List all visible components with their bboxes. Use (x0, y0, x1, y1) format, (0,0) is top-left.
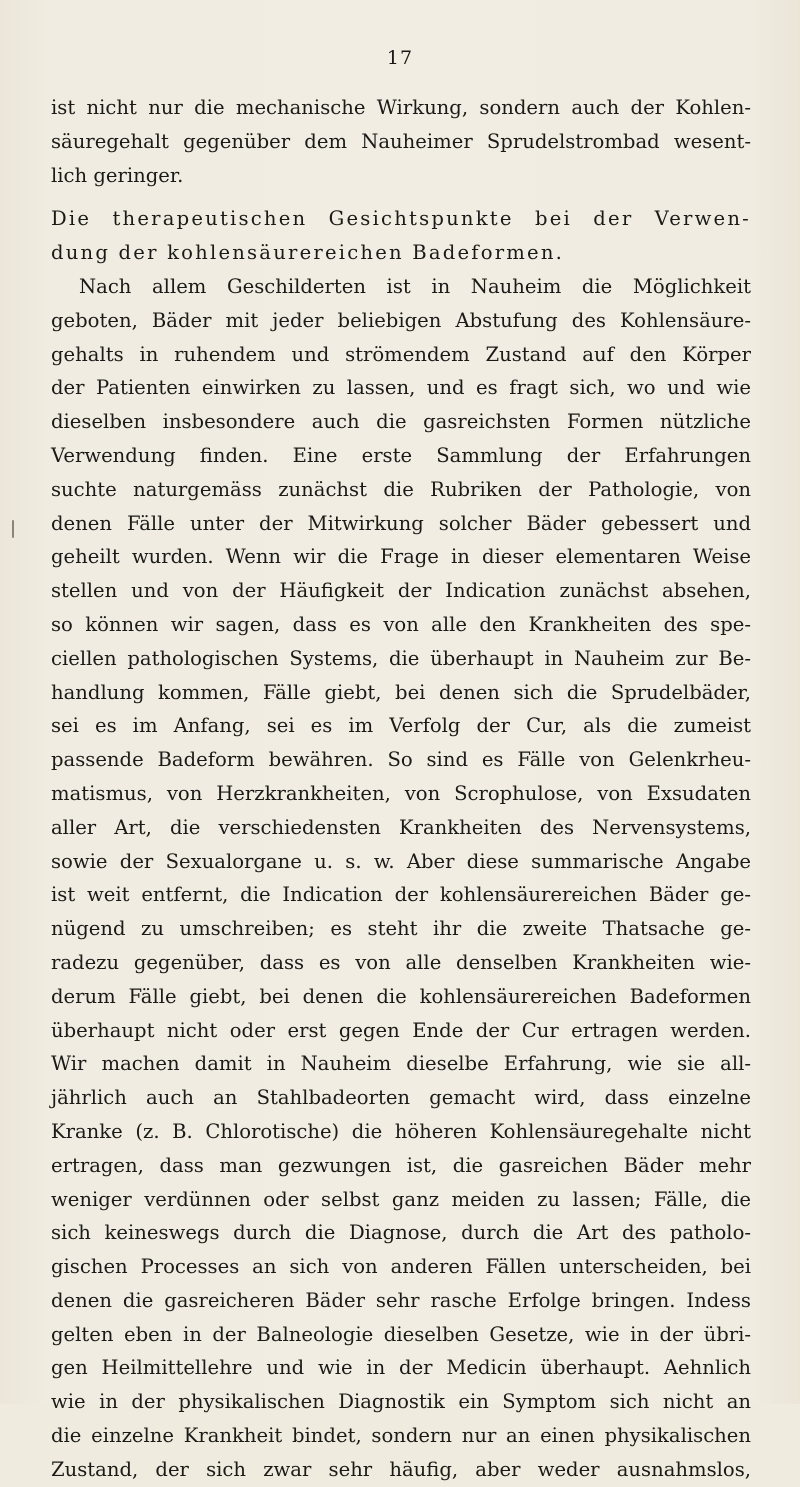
text-line: ist weit entfernt, die Indication der kohlensäurereichen Bäder ge- (51, 883, 751, 907)
text-line: gelten eben in der Balneologie dieselben Gesetze, wie in der übri- (51, 1322, 751, 1346)
text-line: jährlich auch an Stahlbadeorten gemacht wird, dass einzelne (51, 1086, 751, 1110)
text-line: geboten, Bäder mit jeder beliebigen Abstufung des Kohlensäure- (51, 308, 751, 332)
text-line: ertragen, dass man gezwungen ist, die gasreichen Bäder mehr (51, 1153, 751, 1177)
text-line: sei es im Anfang, sei es im Verfolg der Cur, als die zumeist (51, 714, 751, 738)
text-line: passende Badeform bewähren. So sind es Fälle von Gelenkrheu- (51, 748, 751, 772)
text-line: suchte naturgemäss zunächst die Rubriken der Pathologie, von (51, 477, 751, 501)
text-line: säuregehalt gegenüber dem Nauheimer Sprudelstrombad wesent- (51, 129, 751, 153)
text-line: sowie der Sexualorgane u. s. w. Aber diese summarische Angabe (51, 849, 751, 873)
text-line: überhaupt nicht oder erst gegen Ende der Cur ertragen werden. (51, 1018, 751, 1042)
text-line: ist nicht nur die mechanische Wirkung, sondern auch der Kohlen- (51, 96, 751, 119)
text-line: matismus, von Herzkrankheiten, von Scrophulose, von Exsudaten (51, 781, 751, 805)
page-number: 17 (386, 47, 414, 69)
text-line: der Patienten einwirken zu lassen, und es fragt sich, wo und wie (51, 376, 751, 400)
text-line: wie in der physikalischen Diagnostik ein Symptom sich nicht an (51, 1390, 751, 1414)
text-line: die einzelne Krankheit bindet, sondern nur an einen physikalischen (51, 1424, 751, 1448)
text-line: dieselben insbesondere auch die gasreichsten Formen nützliche (51, 410, 751, 434)
text-line: Kranke (z. B. Chlorotische) die höheren Kohlensäuregehalte nicht (51, 1119, 751, 1143)
text-line: ciellen pathologischen Systems, die überhaupt in Nauheim zur Be- (51, 646, 751, 670)
text-line: gischen Processes an sich von anderen Fällen unterscheiden, bei (51, 1255, 751, 1279)
text-line: Verwendung finden. Eine erste Sammlung der Erfahrungen (51, 443, 751, 467)
section-heading-line: Die therapeutischen Gesichtspunkte bei der Verwen- (51, 207, 751, 231)
text-line: handlung kommen, Fälle giebt, bei denen sich die Sprudelbäder, (51, 680, 751, 704)
text-line: radezu gegenüber, dass es von alle denselben Krankheiten wie- (51, 950, 751, 974)
text-line: denen Fälle unter der Mitwirkung solcher Bäder gebessert und (51, 511, 751, 535)
text-line: sich keineswegs durch die Diagnose, durch die Art des patholo- (51, 1221, 751, 1245)
text-line: nügend zu umschreiben; es steht ihr die zweite Thatsache ge- (51, 917, 751, 941)
text-line: so können wir sagen, dass es von alle den Krankheiten des spe- (51, 612, 751, 636)
text-line: Wir machen damit in Nauheim dieselbe Erfahrung, wie sie all- (51, 1052, 751, 1076)
section-heading-line: dung der kohlensäurereichen Badeformen. (51, 241, 565, 265)
margin-mark (12, 520, 14, 538)
text-line: gehalts in ruhendem und strömendem Zustand auf den Körper (51, 342, 751, 366)
text-line: stellen und von der Häufigkeit der Indication zunächst absehen, (51, 579, 751, 603)
page-body (51, 91, 751, 1487)
text-line: Nach allem Geschilderten ist in Nauheim die Möglichkeit (79, 274, 751, 298)
text-line: aller Art, die verschiedensten Krankheiten des Nervensystems, (51, 815, 751, 839)
text-line: weniger verdünnen oder selbst ganz meiden zu lassen; Fälle, die (51, 1187, 751, 1211)
paragraph-gap (51, 192, 751, 202)
text-line: gen Heilmittellehre und wie in der Medicin überhaupt. Aehnlich (51, 1356, 751, 1380)
text-line: derum Fälle giebt, bei denen die kohlensäurereichen Badeformen (51, 984, 751, 1008)
text-line: lich geringer. (51, 163, 184, 187)
text-line: Zustand, der sich zwar sehr häufig, aber weder ausnahmslos, (51, 1457, 751, 1481)
text-line: geheilt wurden. Wenn wir die Frage in dieser elementaren Weise (51, 545, 751, 569)
text-line: denen die gasreicheren Bäder sehr rasche Erfolge bringen. Indess (51, 1288, 751, 1312)
